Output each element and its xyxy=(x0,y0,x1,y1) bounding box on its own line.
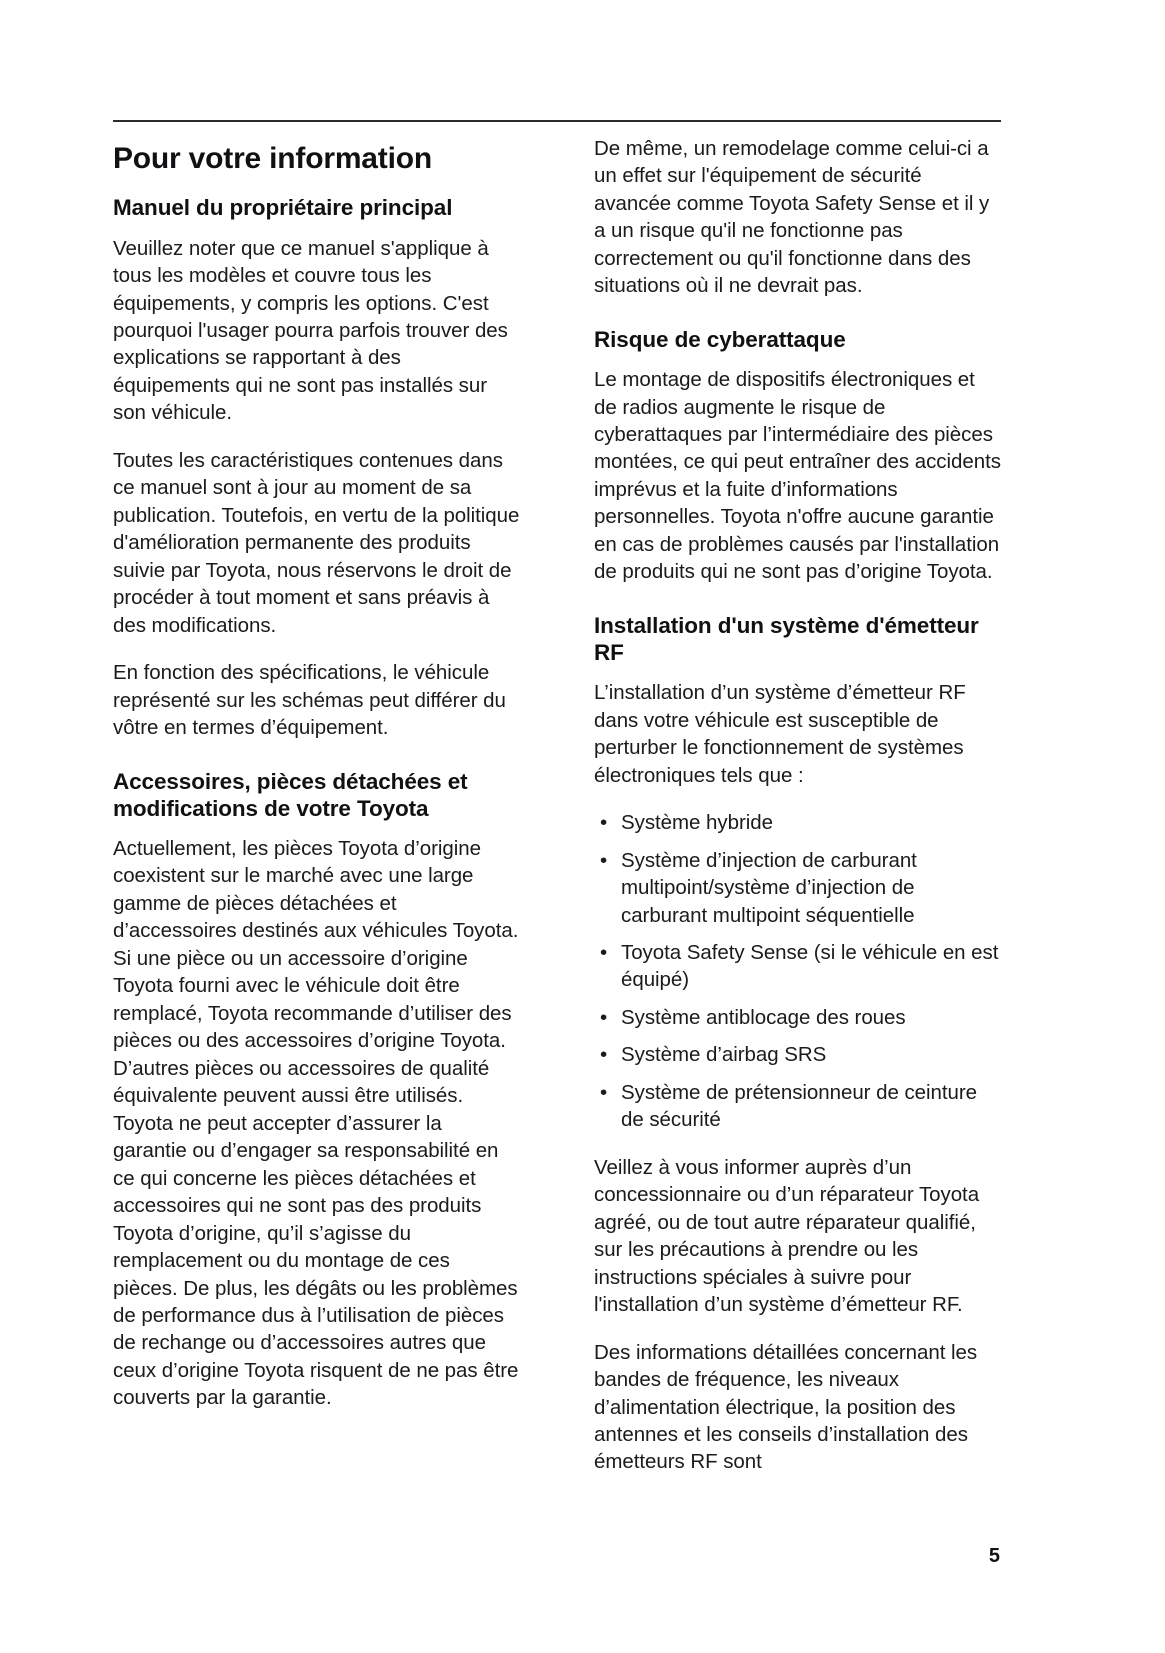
list-item-label: Système d’injection de carburant multipoint/système d’injection de carburant multipoint séquentielle xyxy=(621,848,917,927)
list-item xyxy=(594,1004,1001,1031)
paragraph-manuel-2: Toutes les caractéristiques contenues dans ce manuel sont à jour au moment de sa publication. Toutefois, en vertu de la politique d'amélioration permanente des produits suivie par Toyota, nous réservons le droit de procéder à tout moment et sans préavis à des modifications. xyxy=(113,448,520,637)
paragraph-accessoires-1: Actuellement, les pièces Toyota d’origine coexistent sur le marché avec une large gamme de pièces détachées et d’accessoires destinés aux véhicules Toyota. Si une pièce ou un accessoire d’origine Toyota fourni avec le véhicule doit être remplacé, Toyota recommande d’utiliser des pièces ou des accessoires d’origine Toyota. D’autres pièces ou accessoires de qualité équivalente peuvent aussi être utilisés. Toyota ne peut accepter d’assurer la garantie ou d’engager sa responsabilité en ce qui concerne les pièces détachées et accessoires qui ne sont pas des produits Toyota d’origine, qu’il s’agisse du remplacement ou du montage de ces pièces. De plus, les dégâts ou les problèmes de performance dus à l’utilisation de pièces de rechange ou d’accessoires autres que ceux d’origine Toyota risquent de ne pas être couverts par la garantie. xyxy=(113,837,519,1410)
paragraph-emetteur-after-1: Veillez à vous informer auprès d’un concessionnaire ou d’un réparateur Toyota agréé, ou de tout autre réparateur qualifié, sur les précautions à prendre ou les instructions spéciales à suivre pour l'installation d’un système d’émetteur RF. xyxy=(594,1155,980,1317)
paragraph-manuel-3: En fonction des spécifications, le véhicule représenté sur les schémas peut différer du vôtre en termes d’équipement. xyxy=(113,661,506,740)
paragraph-remodelage-intro: De même, un remodelage comme celui-ci a un effet sur l'équipement de sécurité avancée comme Toyota Safety Sense et il y a un risque qu'il ne fonctionne pas correctement ou qu'il fonctionne dans des situations où il ne devrait pas. xyxy=(594,137,990,298)
left-column xyxy=(113,135,520,1476)
section-heading-emetteur-rf: Installation d'un système d'émetteur RF xyxy=(594,612,979,665)
paragraph-cyberattaque-1: Le montage de dispositifs électroniques et de radios augmente le risque de cyberattaques par l’intermédiaire des pièces montées, ce qui peut entraîner des accidents imprévus et la fuite d’informations personnelles. Toyota n'offre aucune garantie en cas de problèmes causés par l'installation de produits qui ne sont pas d’origine Toyota. xyxy=(594,368,1001,584)
list-item xyxy=(594,939,1001,994)
section-heading-accessoires: Accessoires, pièces détachées et modifications de votre Toyota xyxy=(113,768,468,821)
paragraph-emetteur-after-2: Des informations détaillées concernant les bandes de fréquence, les niveaux d’alimentation électrique, la position des antennes et les conseils d’installation des émetteurs RF sont xyxy=(594,1340,978,1474)
list-item-label: Système de prétensionneur de ceinture de sécurité xyxy=(621,1080,977,1132)
paragraph-manuel-1: Veuillez noter que ce manuel s'applique à tous les modèles et couvre tous les équipements, y compris les options. C'est pourquoi l'usager pourra parfois trouver des explications se rapportant à des équipements qui ne sont pas installés sur son véhicule. xyxy=(113,236,508,425)
list-item-label: Système hybride xyxy=(621,811,773,835)
systemes-electroniques-list xyxy=(594,809,1001,1134)
right-column xyxy=(594,135,1001,1476)
bullet-icon: • xyxy=(600,848,608,872)
list-item xyxy=(594,1079,1001,1134)
list-item-label: Système d’airbag SRS xyxy=(621,1043,827,1067)
list-item-label: Toyota Safety Sense (si le véhicule en est équipé) xyxy=(621,940,999,992)
page-number: 5 xyxy=(988,1545,1000,1567)
bullet-icon: • xyxy=(600,1043,608,1067)
list-item xyxy=(594,1041,1001,1068)
paragraph-emetteur-intro: L’installation d’un système d’émetteur RF dans votre véhicule est susceptible de perturber le fonctionnement de systèmes électroniques tels que : xyxy=(594,681,966,787)
header-rule xyxy=(113,120,1001,122)
two-column-layout xyxy=(113,135,1001,1476)
bullet-icon: • xyxy=(600,811,608,835)
bullet-icon: • xyxy=(600,1005,608,1029)
bullet-icon: • xyxy=(600,1080,608,1104)
bullet-icon: • xyxy=(600,940,608,964)
section-heading-manuel-proprietaire: Manuel du propriétaire principal xyxy=(113,195,453,221)
page-title: Pour votre information xyxy=(113,142,432,175)
list-item xyxy=(594,847,1001,929)
section-heading-cyberattaque: Risque de cyberattaque xyxy=(594,326,846,352)
list-item-label: Système antiblocage des roues xyxy=(621,1005,906,1029)
list-item xyxy=(594,809,1001,836)
